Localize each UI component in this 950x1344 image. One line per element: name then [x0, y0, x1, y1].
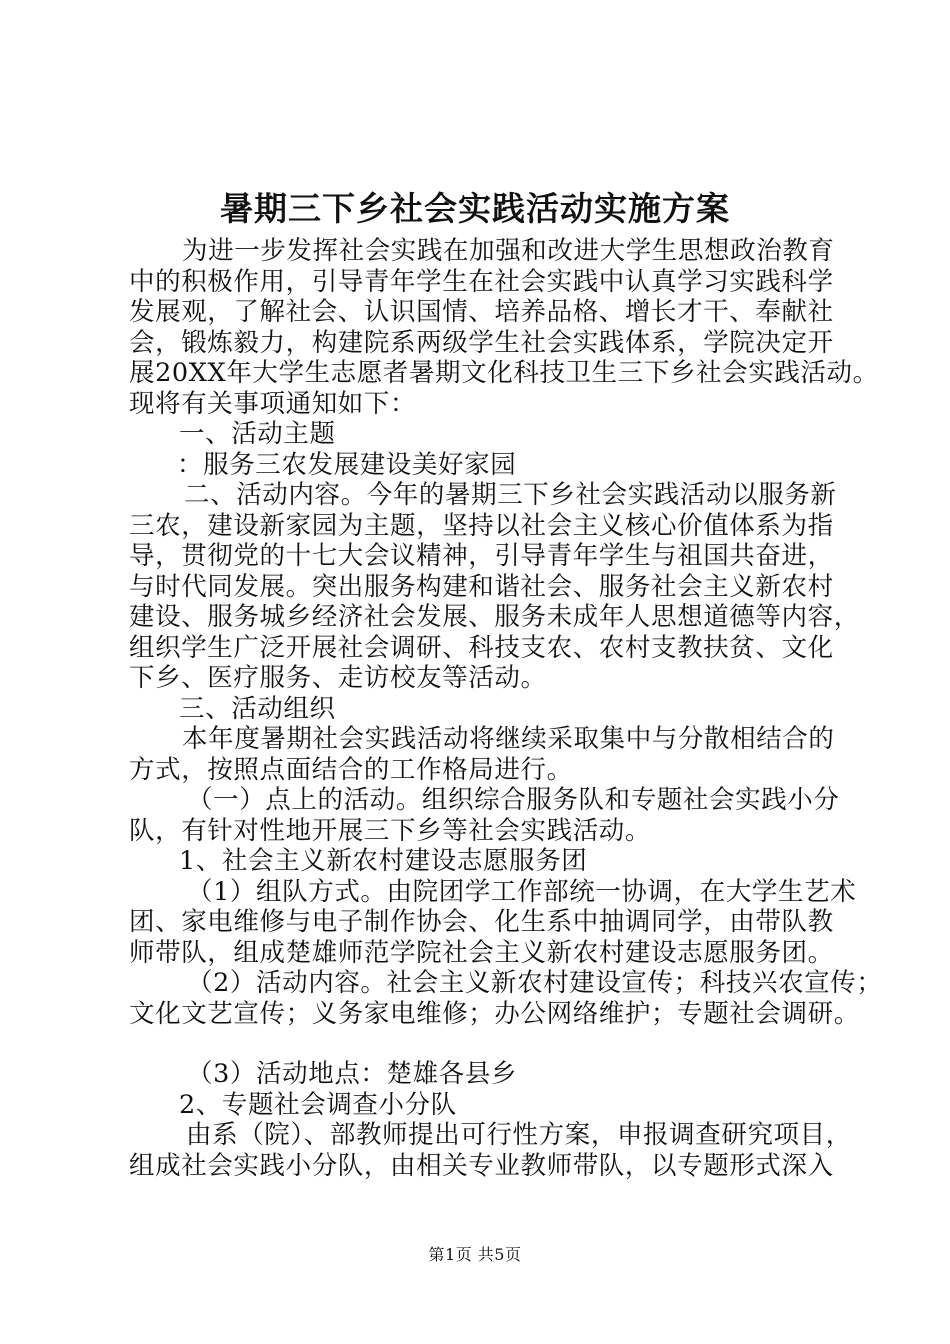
paragraph-line: 为进一步发挥社会实践在加强和改进大学生思想政治教育	[182, 236, 835, 266]
paragraph-line: 本年度暑期社会实践活动将继续采取集中与分散相结合的	[182, 724, 835, 754]
paragraph-line: 下乡、医疗服务、走访校友等活动。	[129, 663, 547, 693]
paragraph-line: 师带队，组成楚雄师范学院社会主义新农村建设志愿服务团。	[129, 937, 834, 968]
paragraph-line: 导，贯彻党的十七大会议精神，引导青年学生与祖国共奋进，	[129, 541, 834, 571]
blank-line	[129, 1029, 837, 1059]
paragraph-line: （3）活动地点：楚雄各县乡	[187, 1059, 518, 1089]
paragraph-line: 团、家电维修与电子制作协会、化生系中抽调同学，由带队教	[129, 907, 834, 937]
paragraph-line: （2）活动内容。社会主义新农村建设宣传；科技兴农宣传；	[187, 968, 883, 998]
paragraph-line: 与时代同发展。突出服务构建和谐社会、服务社会主义新农村	[129, 571, 834, 602]
paragraph-line: （1）组队方式。由院团学工作部统一协调，在大学生艺术	[187, 876, 857, 907]
paragraph-line: 展20XX年大学生志愿者暑期文化科技卫生三下乡社会实践活动。	[129, 358, 879, 388]
paragraph-line: 队，有针对性地开展三下乡等社会实践活动。	[129, 815, 652, 846]
paragraph-line: 三农，建设新家园为主题，坚持以社会主义核心价值体系为指	[129, 510, 834, 541]
paragraph-line: 发展观，了解社会、认识国情、培养品格、增长才干、奉献社	[129, 297, 834, 327]
paragraph-line: 由系（院）、部教师提出可行性方案，申报调查研究项目，	[186, 1120, 852, 1150]
paragraph-line: 现将有关事项通知如下：	[129, 388, 417, 419]
document-body	[129, 236, 883, 1181]
subsection-heading: 2、专题社会调查小分队	[179, 1089, 457, 1120]
paragraph-line: 文化文艺宣传；义务家电维修；办公网络维护；专题社会调研。	[129, 998, 860, 1029]
document-title: 暑期三下乡社会实践活动实施方案	[220, 189, 730, 228]
paragraph-line: （一）点上的活动。组织综合服务队和专题社会实践小分	[187, 785, 840, 815]
paragraph-line: 组织学生广泛开展社会调研、科技支农、农村支教扶贫、文化	[129, 632, 834, 663]
paragraph-line: 建设、服务城乡经济社会发展、服务未成年人思想道德等内容，	[129, 602, 860, 632]
paragraph-line: 二、活动内容。今年的暑期三下乡社会实践活动以服务新	[184, 480, 837, 510]
paragraph-line: ：服务三农发展建设美好家园	[177, 449, 517, 480]
section-heading: 一、活动主题	[179, 419, 336, 449]
page-number-footer: 第1页 共5页	[428, 1245, 522, 1264]
paragraph-line: 会，锻炼毅力，构建院系两级学生社会实践体系，学院决定开	[129, 327, 834, 358]
paragraph-line: 组成社会实践小分队，由相关专业教师带队，以专题形式深入	[129, 1150, 834, 1181]
subsection-heading: 1、社会主义新农村建设志愿服务团	[179, 846, 588, 876]
paragraph-line: 中的积极作用，引导青年学生在社会实践中认真学习实践科学	[129, 266, 834, 297]
paragraph-line: 方式，按照点面结合的工作格局进行。	[129, 754, 573, 785]
section-heading: 三、活动组织	[179, 693, 336, 724]
